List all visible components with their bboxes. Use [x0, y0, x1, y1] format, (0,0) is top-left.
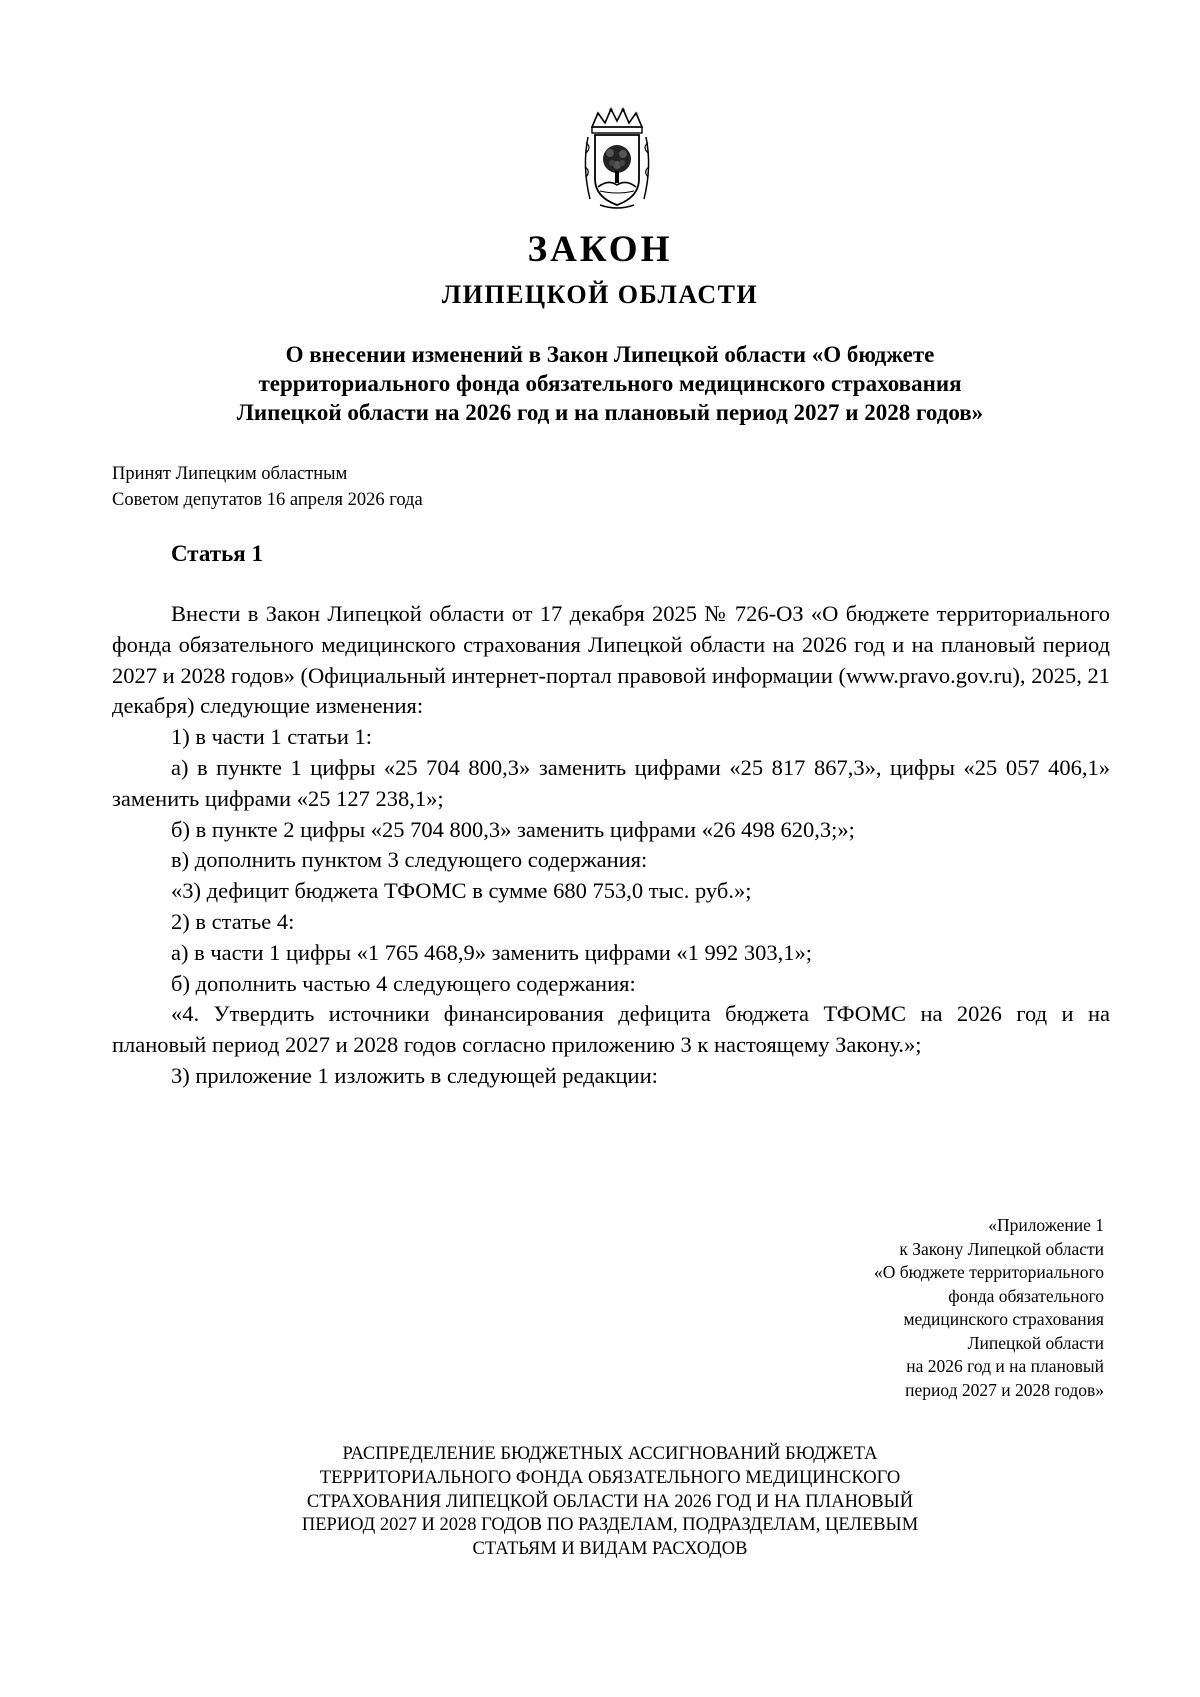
distribution-line: РАСПРЕДЕЛЕНИЕ БЮДЖЕТНЫХ АССИГНОВАНИЙ БЮДЖЕТА [342, 1444, 878, 1464]
appendix-line: медицинского страхования [903, 1309, 1104, 1329]
distribution-line: ПЕРИОД 2027 И 2028 ГОДОВ ПО РАЗДЕЛАМ, ПОДРАЗДЕЛАМ, ЦЕЛЕВЫМ [301, 1515, 919, 1536]
law-title: ЗАКОН [527, 229, 673, 270]
law-region: ЛИПЕЦКОЙ ОБЛАСТИ [441, 280, 759, 309]
amendment-item: 3) приложение 1 изложить в следующей редакции: [171, 1062, 658, 1088]
adoption-line: Советом депутатов 16 апреля 2026 года [112, 490, 423, 510]
amendment-item: 1) в части 1 статьи 1: [171, 724, 373, 750]
heading-line: территориального фонда обязательного медицинского страхования [258, 371, 962, 396]
article-body [112, 599, 1110, 1092]
appendix-line: Липецкой области [967, 1332, 1104, 1353]
amendment-item: а) в пункте 1 цифры «25 704 800,3» заменить цифрами «25 817 867,3», цифры «25 057 406,1» заменить цифрами «25 127 238,1»; [112, 754, 1110, 811]
heading-line: О внесении изменений в Закон Липецкой области «О бюджете [285, 342, 935, 367]
amendment-item: в) дополнить пунктом 3 следующего содержания: [171, 847, 648, 873]
appendix-caption [874, 1214, 1104, 1402]
adoption-line: Принят Липецким областным [112, 464, 348, 484]
coat-of-arms-icon [578, 107, 656, 211]
appendix-line: к Закону Липецкой области [899, 1238, 1104, 1259]
adoption-note [112, 461, 423, 513]
intro-paragraph: Внести в Закон Липецкой области от 17 декабря 2025 № 726-ОЗ «О бюджете территориального фонда обязательного медицинского страхования Липецкой области на 2026 год и на плановый период 2027 и 2028 годов» (Официальный интернет-портал правовой информации (www.pravo.gov.ru), 2025, 21 декабря) следующие изменения: [112, 601, 1110, 719]
distribution-line: СТРАХОВАНИЯ ЛИПЕЦКОЙ ОБЛАСТИ НА 2026 ГОД И НА ПЛАНОВЫЙ [306, 1491, 914, 1512]
amendment-item: б) в пункте 2 цифры «25 704 800,3» заменить цифрами «26 498 620,3;»; [171, 816, 855, 842]
amendment-item: а) в части 1 цифры «1 765 468,9» заменить цифрами «1 992 303,1»; [171, 939, 812, 965]
appendix-line: период 2027 и 2028 годов» [905, 1379, 1104, 1400]
appendix-line: «Приложение 1 [988, 1215, 1104, 1235]
appendix-line: на 2026 год и на плановый [906, 1356, 1104, 1376]
appendix-line: фонда обязательного [948, 1285, 1104, 1306]
amendment-item: б) дополнить частью 4 следующего содержания: [171, 970, 636, 996]
amendment-item: «4. Утвердить источники финансирования дефицита бюджета ТФОМС на 2026 год и на плановый период 2027 и 2028 годов согласно приложению 3 к настоящему Закону.»; [112, 1001, 1110, 1058]
distribution-line: ТЕРРИТОРИАЛЬНОГО ФОНДА ОБЯЗАТЕЛЬНОГО МЕДИЦИНСКОГО [319, 1467, 901, 1488]
amendment-item: «3) дефицит бюджета ТФОМС в сумме 680 753,0 тыс. руб.»; [171, 878, 752, 904]
law-heading [140, 340, 1080, 427]
amendment-item: 2) в статье 4: [171, 908, 295, 934]
heading-line: Липецкой области на 2026 год и на плановый период 2027 и 2028 годов» [236, 400, 984, 425]
distribution-line: СТАТЬЯМ И ВИДАМ РАСХОДОВ [472, 1539, 748, 1560]
distribution-title [200, 1443, 1020, 1562]
appendix-line: «О бюджете территориального [874, 1262, 1104, 1282]
article-title: Статья 1 [171, 541, 263, 566]
